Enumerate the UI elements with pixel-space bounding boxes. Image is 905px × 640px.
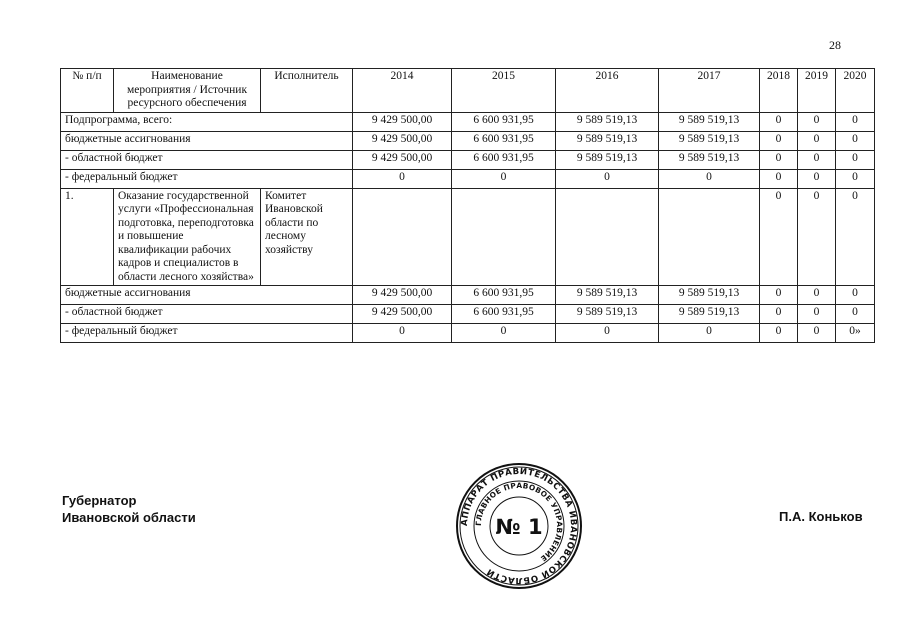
row-value: 0 (760, 324, 798, 343)
row-value: 9 589 519,13 (659, 131, 760, 150)
row-value: 9 429 500,00 (353, 112, 452, 131)
row-value: 0 (798, 305, 836, 324)
row-value: 9 589 519,13 (659, 286, 760, 305)
row-value: 6 600 931,95 (452, 131, 556, 150)
row-value: 0 (836, 305, 875, 324)
activity-federal-row (61, 324, 875, 343)
row-value: 0 (760, 112, 798, 131)
signature-name: П.А. Коньков (779, 509, 863, 524)
activity-name: Оказание государственной услуги «Профессиональная подготовка, переподготовка и повышение квалификации рабочих кадров и специалистов в области лесного хозяйства» (114, 188, 261, 286)
row-value: 0 (760, 169, 798, 188)
row-value: 0 (760, 150, 798, 169)
row-value: 9 429 500,00 (353, 286, 452, 305)
row-label: Подпрограмма, всего: (61, 112, 353, 131)
row-value: 6 600 931,95 (452, 305, 556, 324)
row-value: 0 (760, 188, 798, 286)
row-value: 9 429 500,00 (353, 150, 452, 169)
page-number: 28 (829, 38, 841, 52)
row-value: 0 (836, 112, 875, 131)
row-value: 0 (353, 324, 452, 343)
row-value: 9 589 519,13 (556, 150, 659, 169)
row-value: 9 589 519,13 (556, 286, 659, 305)
header-num: № п/п (61, 69, 114, 113)
signature-title-line1: Губернатор (62, 493, 137, 508)
signature-title (62, 492, 196, 526)
row-value: 9 429 500,00 (353, 131, 452, 150)
header-year: 2018 (760, 69, 798, 113)
row-value (353, 188, 452, 286)
row-value: 0 (760, 305, 798, 324)
row-value: 0 (452, 169, 556, 188)
row-value: 0 (659, 324, 760, 343)
row-value: 0 (798, 324, 836, 343)
signature-title-line2: Ивановской области (62, 510, 196, 525)
row-label: - федеральный бюджет (61, 169, 353, 188)
row-value: 0 (556, 324, 659, 343)
row-value: 6 600 931,95 (452, 150, 556, 169)
row-value: 0 (798, 131, 836, 150)
header-year: 2015 (452, 69, 556, 113)
header-year: 2020 (836, 69, 875, 113)
header-executor: Исполнитель (261, 69, 353, 113)
row-value: 0 (836, 150, 875, 169)
row-value: 9 589 519,13 (659, 112, 760, 131)
row-value: 0 (556, 169, 659, 188)
header-year: 2016 (556, 69, 659, 113)
official-seal (454, 461, 584, 591)
row-value: 0 (798, 169, 836, 188)
subprogram-federal-row (61, 169, 875, 188)
row-value: 0 (452, 324, 556, 343)
header-year: 2019 (798, 69, 836, 113)
row-label: бюджетные ассигнования (61, 131, 353, 150)
row-label: - областной бюджет (61, 305, 353, 324)
subprogram-allocations-row (61, 131, 875, 150)
row-value: 0 (836, 286, 875, 305)
row-value: 0 (798, 188, 836, 286)
row-label: бюджетные ассигнования (61, 286, 353, 305)
budget-table (60, 68, 875, 343)
activity-num: 1. (61, 188, 114, 286)
row-value: 0 (353, 169, 452, 188)
header-name: Наименование мероприятия / Источник ресурсного обеспечения (114, 69, 261, 113)
row-value: 9 589 519,13 (659, 150, 760, 169)
seal-inner-text: ГЛАВНОЕ ПРАВОВОЕ УПРАВЛЕНИЕ (473, 480, 565, 564)
row-value (452, 188, 556, 286)
row-value: 6 600 931,95 (452, 112, 556, 131)
row-label: - федеральный бюджет (61, 324, 353, 343)
activity-regional-row (61, 305, 875, 324)
row-value: 9 589 519,13 (556, 305, 659, 324)
header-row (61, 69, 875, 113)
header-year: 2017 (659, 69, 760, 113)
row-value: 9 589 519,13 (556, 131, 659, 150)
row-value: 6 600 931,95 (452, 286, 556, 305)
row-value: 0 (659, 169, 760, 188)
seal-outer-text: АППАРАТ ПРАВИТЕЛЬСТВА ИВАНОВСКОЙ ОБЛАСТИ (459, 466, 579, 586)
row-value (659, 188, 760, 286)
row-value: 0 (836, 131, 875, 150)
row-value: 0» (836, 324, 875, 343)
row-value: 0 (798, 150, 836, 169)
header-year: 2014 (353, 69, 452, 113)
row-value: 0 (798, 286, 836, 305)
row-value: 9 589 519,13 (556, 112, 659, 131)
activity-row (61, 188, 875, 286)
row-label: - областной бюджет (61, 150, 353, 169)
row-value: 9 429 500,00 (353, 305, 452, 324)
row-value: 9 589 519,13 (659, 305, 760, 324)
seal-center-text: № 1 (495, 515, 543, 539)
row-value: 0 (760, 131, 798, 150)
subprogram-regional-row (61, 150, 875, 169)
row-value: 0 (798, 112, 836, 131)
activity-allocations-row (61, 286, 875, 305)
row-value: 0 (836, 169, 875, 188)
subprogram-total-row (61, 112, 875, 131)
row-value: 0 (760, 286, 798, 305)
row-value (556, 188, 659, 286)
activity-executor: Комитет Ивановской области по лесному хозяйству (261, 188, 353, 286)
row-value: 0 (836, 188, 875, 286)
